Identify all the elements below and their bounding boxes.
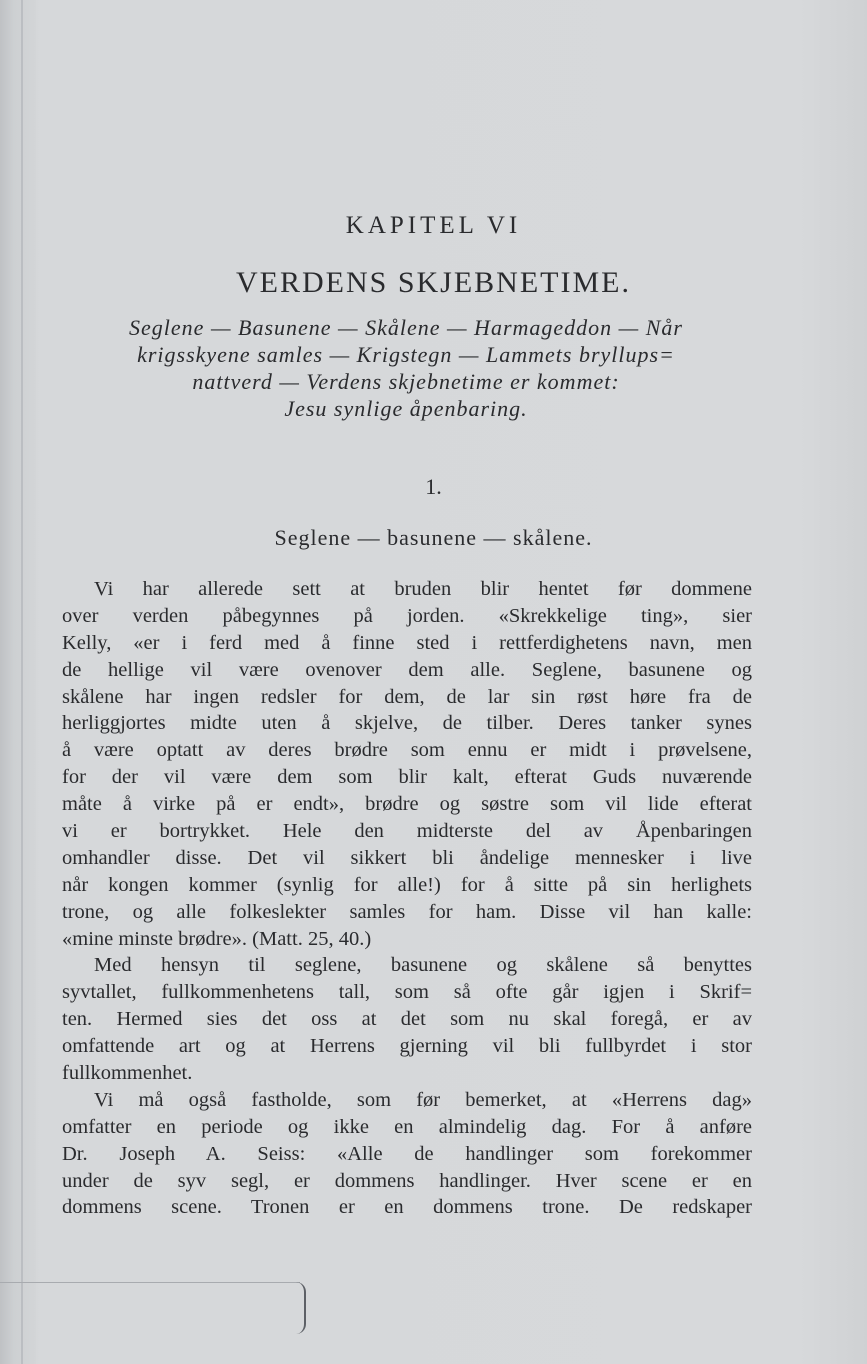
- body-line: under de syv segl, er dommens handlinger. Hver scene er en: [62, 1169, 752, 1192]
- body-line: å være optatt av deres brødre som ennu er midt i prøvelsene,: [62, 739, 752, 762]
- chapter-synopsis: [86, 314, 726, 422]
- body-line: ten. Hermed sies det oss at det som nu skal foregå, er av: [62, 1008, 752, 1031]
- body-line: omhandler disse. Det vil sikkert bli åndelige mennesker i live: [62, 846, 752, 869]
- synopsis-line: Jesu synlige åpenbaring.: [284, 396, 528, 421]
- body-text: [62, 576, 752, 1221]
- page-binding-line: [21, 0, 23, 1364]
- section-number: 1.: [425, 474, 442, 499]
- body-line: når kongen kommer (synlig for alle!) for å sitte på sin herlighets: [62, 873, 752, 896]
- body-line: omfattende art og at Herrens gjerning vil bli fullbyrdet i stor: [62, 1035, 752, 1058]
- body-line: de hellige vil være ovenover dem alle. Seglene, basunene og: [62, 658, 752, 681]
- chapter-title: VERDENS SKJEBNETIME.: [235, 266, 631, 299]
- page-binding-edge: [0, 0, 36, 1364]
- synopsis-line: nattverd — Verdens skjebnetime er kommet:: [192, 369, 620, 394]
- body-line: Kelly, «er i ferd med å finne sted i rettferdighetens navn, men: [62, 631, 752, 654]
- body-line: Vi har allerede sett at bruden blir hentet før dommene: [94, 578, 752, 600]
- page-edge-line: [0, 1282, 300, 1283]
- body-line: Med hensyn til seglene, basunene og skålene så benyttes: [94, 954, 752, 977]
- body-line: over verden påbegynnes på jorden. «Skrekkelige ting», sier: [62, 604, 752, 627]
- body-line: fullkommenhet.: [62, 1062, 193, 1085]
- bracket-mark: [292, 1282, 306, 1334]
- body-line: måte å virke på er endt», brødre og søstre som vil lide efterat: [62, 793, 752, 816]
- body-line: «mine minste brødre». (Matt. 25, 40.): [62, 927, 372, 950]
- body-line: Vi må også fastholde, som før bemerket, at «Herrens dag»: [94, 1088, 752, 1111]
- body-line: skålene har ingen redsler for dem, de lar sin røst høre fra de: [62, 685, 752, 708]
- body-line: dommens scene. Tronen er en dommens trone. De redskaper: [62, 1196, 752, 1219]
- synopsis-line: krigsskyene samles — Krigstegn — Lammets bryllups=: [137, 342, 675, 367]
- body-line: for der vil være dem som blir kalt, efterat Guds nuværende: [62, 766, 752, 789]
- chapter-label: KAPITEL VI: [345, 212, 522, 239]
- body-line: vi er bortrykket. Hele den midterste del av Åpenbaringen: [62, 820, 752, 843]
- body-line: trone, og alle folkeslekter samles for ham. Disse vil han kalle:: [62, 900, 752, 923]
- body-line: herliggjortes midte uten å skjelve, de tilber. Deres tanker synes: [62, 712, 752, 735]
- body-line: Dr. Joseph A. Seiss: «Alle de handlinger som forekommer: [62, 1142, 752, 1165]
- body-line: syvtallet, fullkommenhetens tall, som så ofte går igjen i Skrif=: [62, 981, 752, 1004]
- body-line: omfatter en periode og ikke en almindelig dag. For å anføre: [62, 1115, 752, 1138]
- synopsis-line: Seglene — Basunene — Skålene — Harmageddon — Når: [129, 315, 683, 340]
- section-heading: Seglene — basunene — skålene.: [274, 525, 593, 550]
